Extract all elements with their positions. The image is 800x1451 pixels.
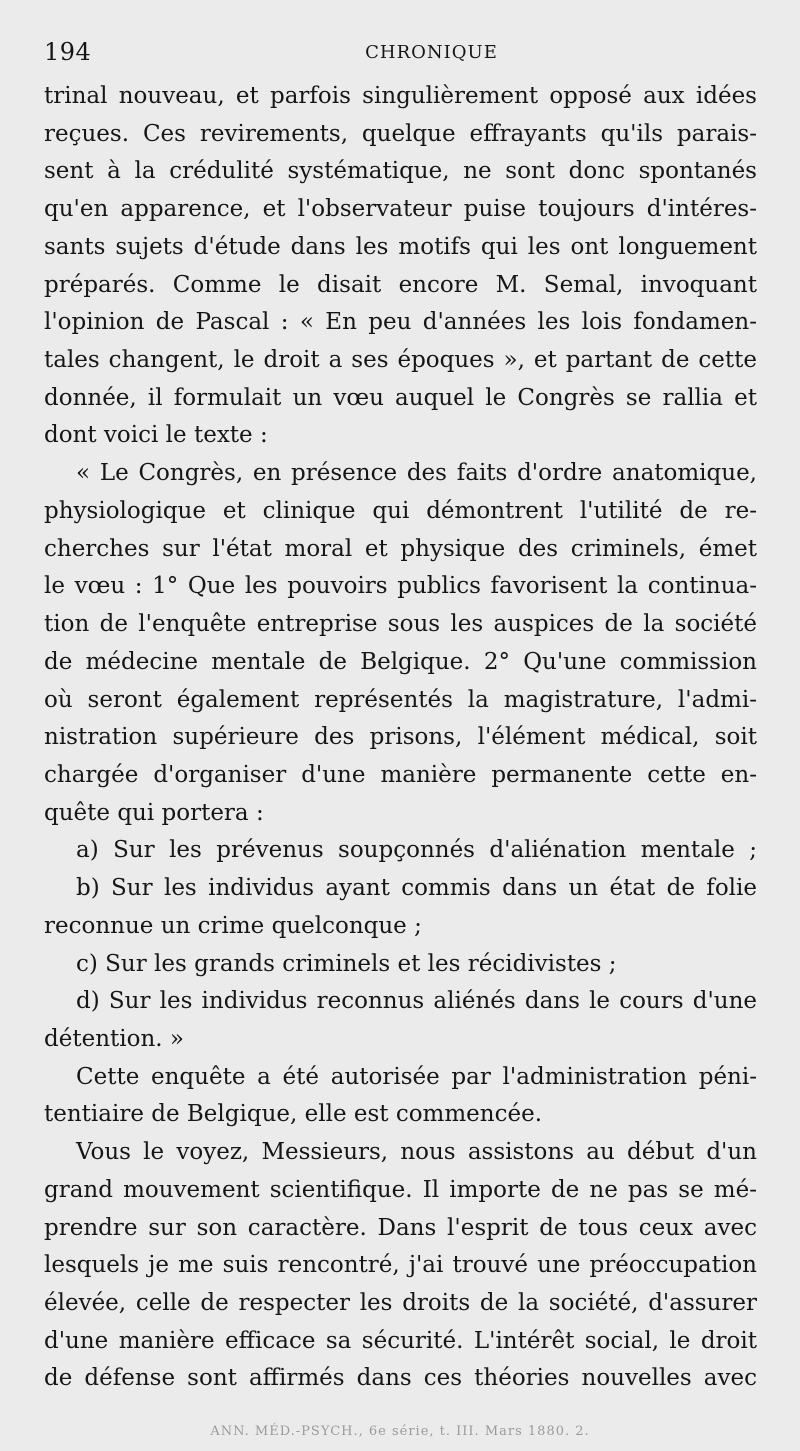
text-line: sent à la crédulité systématique, ne sont donc spontanés — [44, 158, 757, 185]
text-line: reçues. Ces revirements, quelque effrayants qu'ils parais- — [44, 120, 757, 147]
text-line: de médecine mentale de Belgique. 2° Qu'une commission — [44, 648, 757, 675]
text-line: détention. » — [44, 1025, 184, 1052]
text-line: qu'en apparence, et l'observateur puise toujours d'intéres- — [44, 196, 757, 223]
text-line: élevée, celle de respecter les droits de la société, d'assurer — [44, 1290, 757, 1316]
list-item: b) Sur les individus ayant commis dans un état de folie — [76, 875, 757, 902]
list-item: a) Sur les prévenus soupçonnés d'aliénation mentale ; — [76, 837, 757, 864]
text-line: tentiaire de Belgique, elle est commencée. — [44, 1101, 543, 1128]
text-line: chargée d'organiser d'une manière permanente cette en- — [44, 761, 757, 788]
text-line: d'une manière efficace sa sécurité. L'intérêt social, le droit — [44, 1327, 757, 1354]
text-line: où seront également représentés la magistrature, l'admi- — [44, 686, 757, 713]
text-line: trinal nouveau, et parfois singulièrement opposé aux idées — [44, 83, 757, 109]
running-head: CHRONIQUE — [365, 42, 498, 63]
text-line: sants sujets d'étude dans les motifs qui les ont longuement — [44, 233, 757, 260]
text-line: « Le Congrès, en présence des faits d'ordre anatomique, — [76, 460, 757, 487]
page-header — [44, 38, 759, 72]
body-text — [44, 78, 757, 1398]
text-line: nistration supérieure des prisons, l'élément médical, soit — [44, 724, 757, 751]
text-line: reconnue un crime quelconque ; — [44, 912, 422, 939]
page-footer-signature: ANN. MÉD.-PSYCH., 6e série, t. III. Mars 1880. 2. — [210, 1424, 590, 1439]
text-line: quête qui portera : — [44, 799, 264, 826]
text-line: cherches sur l'état moral et physique des criminels, émet — [44, 535, 757, 562]
text-line: tales changent, le droit a ses époques », et partant de cette — [44, 347, 757, 374]
text-line: Cette enquête a été autorisée par l'administration péni- — [76, 1063, 757, 1090]
text-line: de défense sont affirmés dans ces théories nouvelles avec — [44, 1365, 757, 1392]
text-line: préparés. Comme le disait encore M. Semal, invoquant — [44, 271, 757, 298]
text-line: grand mouvement scientifique. Il importe de ne pas se mé- — [44, 1176, 757, 1203]
text-line: Vous le voyez, Messieurs, nous assistons au début d'un — [76, 1139, 757, 1166]
text-line: donnée, il formulait un vœu auquel le Congrès se rallia et — [44, 384, 757, 411]
text-line: lesquels je me suis rencontré, j'ai trouvé une préoccupation — [44, 1252, 757, 1279]
text-line: dont voici le texte : — [44, 422, 268, 449]
text-line: l'opinion de Pascal : « En peu d'années les lois fondamen- — [44, 309, 757, 336]
text-line: tion de l'enquête entreprise sous les auspices de la société — [44, 611, 757, 638]
list-item: c) Sur les grands criminels et les récidivistes ; — [76, 950, 617, 977]
text-line: prendre sur son caractère. Dans l'esprit de tous ceux avec — [44, 1214, 757, 1241]
page-number: 194 — [44, 38, 92, 66]
text-line: physiologique et clinique qui démontrent l'utilité de re- — [44, 497, 757, 524]
text-line: le vœu : 1° Que les pouvoirs publics favorisent la continua- — [44, 573, 757, 600]
list-item: d) Sur les individus reconnus aliénés dans le cours d'une — [76, 988, 757, 1015]
